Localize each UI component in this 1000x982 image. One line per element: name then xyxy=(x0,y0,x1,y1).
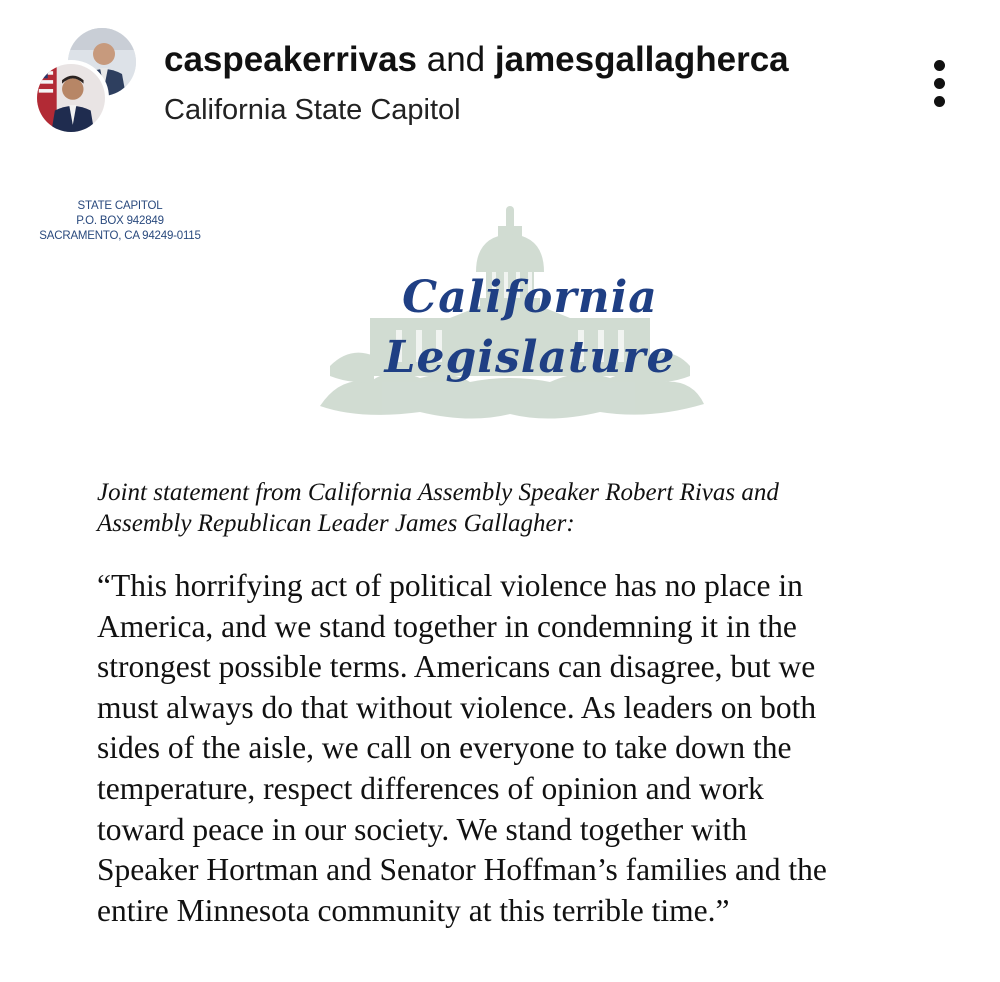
authors-joiner: and xyxy=(426,40,486,79)
username-caspeakerrivas[interactable]: caspeakerrivas xyxy=(164,40,417,79)
address-line: STATE CAPITOL xyxy=(77,200,163,212)
quote-line: entire Minnesota community at this terrible time.” xyxy=(97,892,730,928)
quote-line: Speaker Hortman and Senator Hoffman’s families and the xyxy=(97,852,827,888)
address-line: SACRAMENTO, CA 94249-0115 xyxy=(39,230,201,242)
intro-line: Joint statement from California Assembly Speaker Robert Rivas and xyxy=(97,479,779,506)
statement-intro xyxy=(97,477,927,539)
quote-line: strongest possible terms. Americans can disagree, but we xyxy=(97,649,816,685)
profile-photo-icon xyxy=(37,64,105,132)
post-header xyxy=(0,0,1000,150)
quote-line: America, and we stand together in condemning it in the xyxy=(97,608,797,644)
statement-quote xyxy=(97,566,967,931)
quote-line: toward peace in our society. We stand together with xyxy=(97,811,748,847)
intro-line: Assembly Republican Leader James Gallagher: xyxy=(97,510,575,537)
post-location[interactable]: California State Capitol xyxy=(164,94,461,126)
vertical-ellipsis-icon xyxy=(934,96,945,107)
vertical-ellipsis-icon xyxy=(934,60,945,71)
legislature-title: California Legislature xyxy=(384,272,676,383)
username-jamesgallagherca[interactable]: jamesgallagherca xyxy=(494,40,789,79)
address-line: P.O. BOX 942849 xyxy=(76,215,164,227)
quote-line: sides of the aisle, we call on everyone to take down the xyxy=(97,730,792,766)
quote-line: “This horrifying act of political violence has no place in xyxy=(97,568,803,603)
quote-line: must always do that without violence. As leaders on both xyxy=(97,689,817,725)
post-authors xyxy=(164,38,789,82)
quote-line: temperature, respect differences of opinion and work xyxy=(97,770,764,806)
avatar-caspeakerrivas[interactable] xyxy=(33,60,109,136)
more-options-button[interactable] xyxy=(920,58,960,110)
vertical-ellipsis-icon xyxy=(934,78,945,89)
letterhead-address xyxy=(0,199,240,244)
